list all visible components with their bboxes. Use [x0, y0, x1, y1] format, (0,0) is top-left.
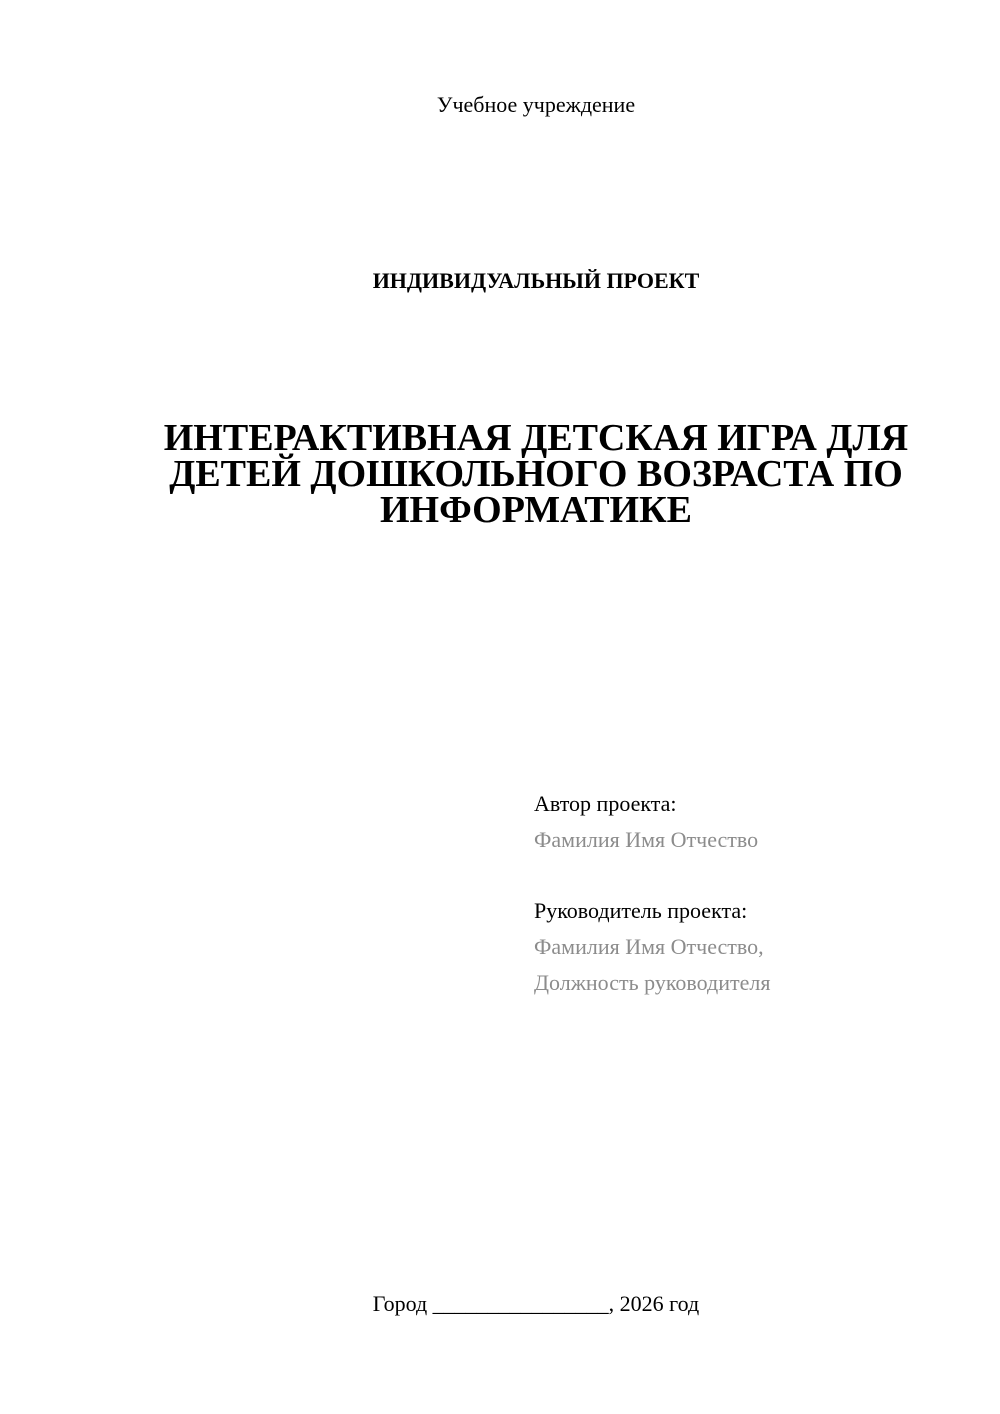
institution-name: Учебное учреждение [436, 92, 636, 117]
project-title-line: ИНФОРМАТИКЕ [379, 489, 693, 531]
author-name: Фамилия Имя Отчество [534, 827, 759, 852]
project-title [140, 417, 932, 531]
project-type-heading: ИНДИВИДУАЛЬНЫЙ ПРОЕКТ [372, 268, 700, 293]
author-label: Автор проекта: [534, 791, 677, 816]
supervisor-position: Должность руководителя [534, 970, 771, 995]
supervisor-block [534, 893, 974, 1001]
city-blank: ________________ [432, 1291, 609, 1316]
year-text: , 2026 год [608, 1291, 700, 1316]
author-block [534, 786, 974, 858]
project-title-line: ИНТЕРАКТИВНАЯ ДЕТСКАЯ ИГРА ДЛЯ [163, 417, 909, 459]
city-year-line [0, 1290, 1000, 1318]
supervisor-label: Руководитель проекта: [534, 898, 748, 923]
city-label: Город [372, 1291, 428, 1316]
project-title-line: ДЕТЕЙ ДОШКОЛЬНОГО ВОЗРАСТА ПО [169, 453, 903, 495]
supervisor-name: Фамилия Имя Отчество, [534, 934, 764, 959]
